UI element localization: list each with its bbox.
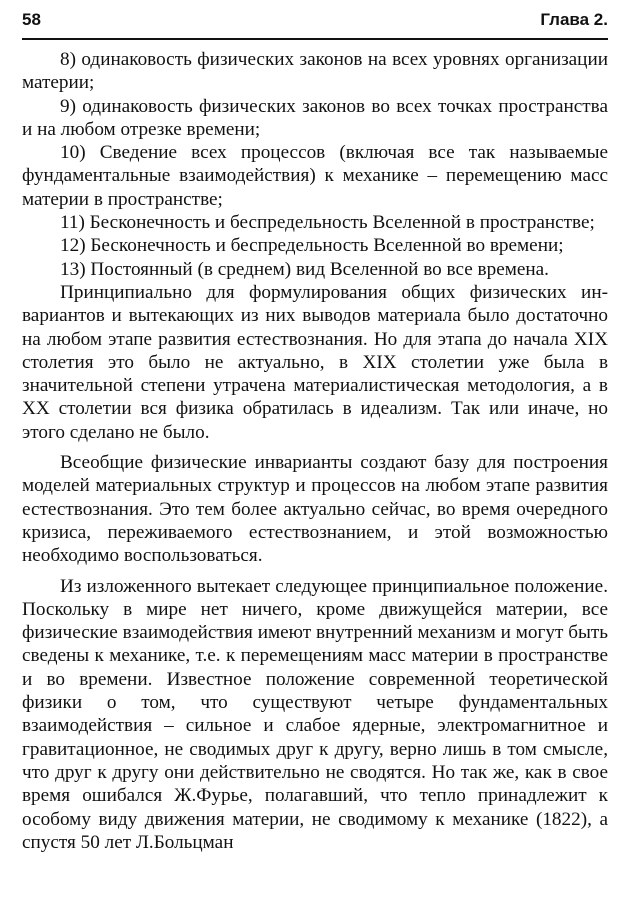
list-item-9: 9) одинаковость физических законов во всех точках пространства и на любом отрезке времени; [22,95,608,140]
paragraph-principal-position: Из изложенного вытекает следующее принципиальное положение. Поскольку в мире нет ничего, кроме движущейся материи, все физические взаимодействия имеют внутренний механизм и могут быть сведены к механике, т.е. к перемещениям масс материи в пространстве и во времени. Известное положение современной теоретической физики о том, что существуют четыре фундаментальных взаимодействия – сильное и слабое ядерные, электромагнитное и гравитационное, не сводимых друг к другу, верно лишь в том смысле, что друг к другу они действительно не сводятся. Но так же, как в свое время ошибался Ж.Фурье, полагавший, что тепло принадлежит к особому виду движения материи, не сводимому к механике (1822), а спустя 50 лет Л.Больцман [22,575,608,853]
list-item-10: 10) Сведение всех процессов (включая все так называемые фундаментальные взаимодействия) к механике – перемещению масс материи в пространстве; [22,142,608,210]
book-page [22,8,608,892]
list-item-8: 8) одинаковость физических законов на всех уровнях организации материи; [22,49,608,94]
list-item-11: 11) Бесконечность и беспредельность Вселенной в пространстве; [60,212,595,234]
header-rule [22,38,608,40]
list-item-12: 12) Бесконечность и беспредельность Вселенной во времени; [60,235,564,257]
list-item-13: 13) Постоянный (в среднем) вид Вселенной во все времена. [60,258,549,280]
chapter-label: Глава 2. [540,10,608,29]
page-body [22,48,608,854]
paragraph-invariants-formulation: Принципиально для формулирования общих физических инвариантов и вытекающих из них выводов материала было достаточно на любом этапе развития естествознания. Но для этапа до начала XIX столетия это было не актуально, в XIX столетии уже была в значительной степени утрачена материалистическая методология, а в XX столетии вся физика обратилась в идеализм. Так или иначе, но этого сделано не было. [22,281,608,443]
page-number: 58 [22,10,41,29]
paragraph-universal-invariants: Всеобщие физические инварианты создают базу для построения моделей материальных структур и процессов на любом этапе развития естествознания. Это тем более актуально сейчас, во время очередного кризиса, переживаемого естествознанием, и этой возможностью необходимо воспользоваться. [22,452,608,567]
running-header [22,8,608,34]
